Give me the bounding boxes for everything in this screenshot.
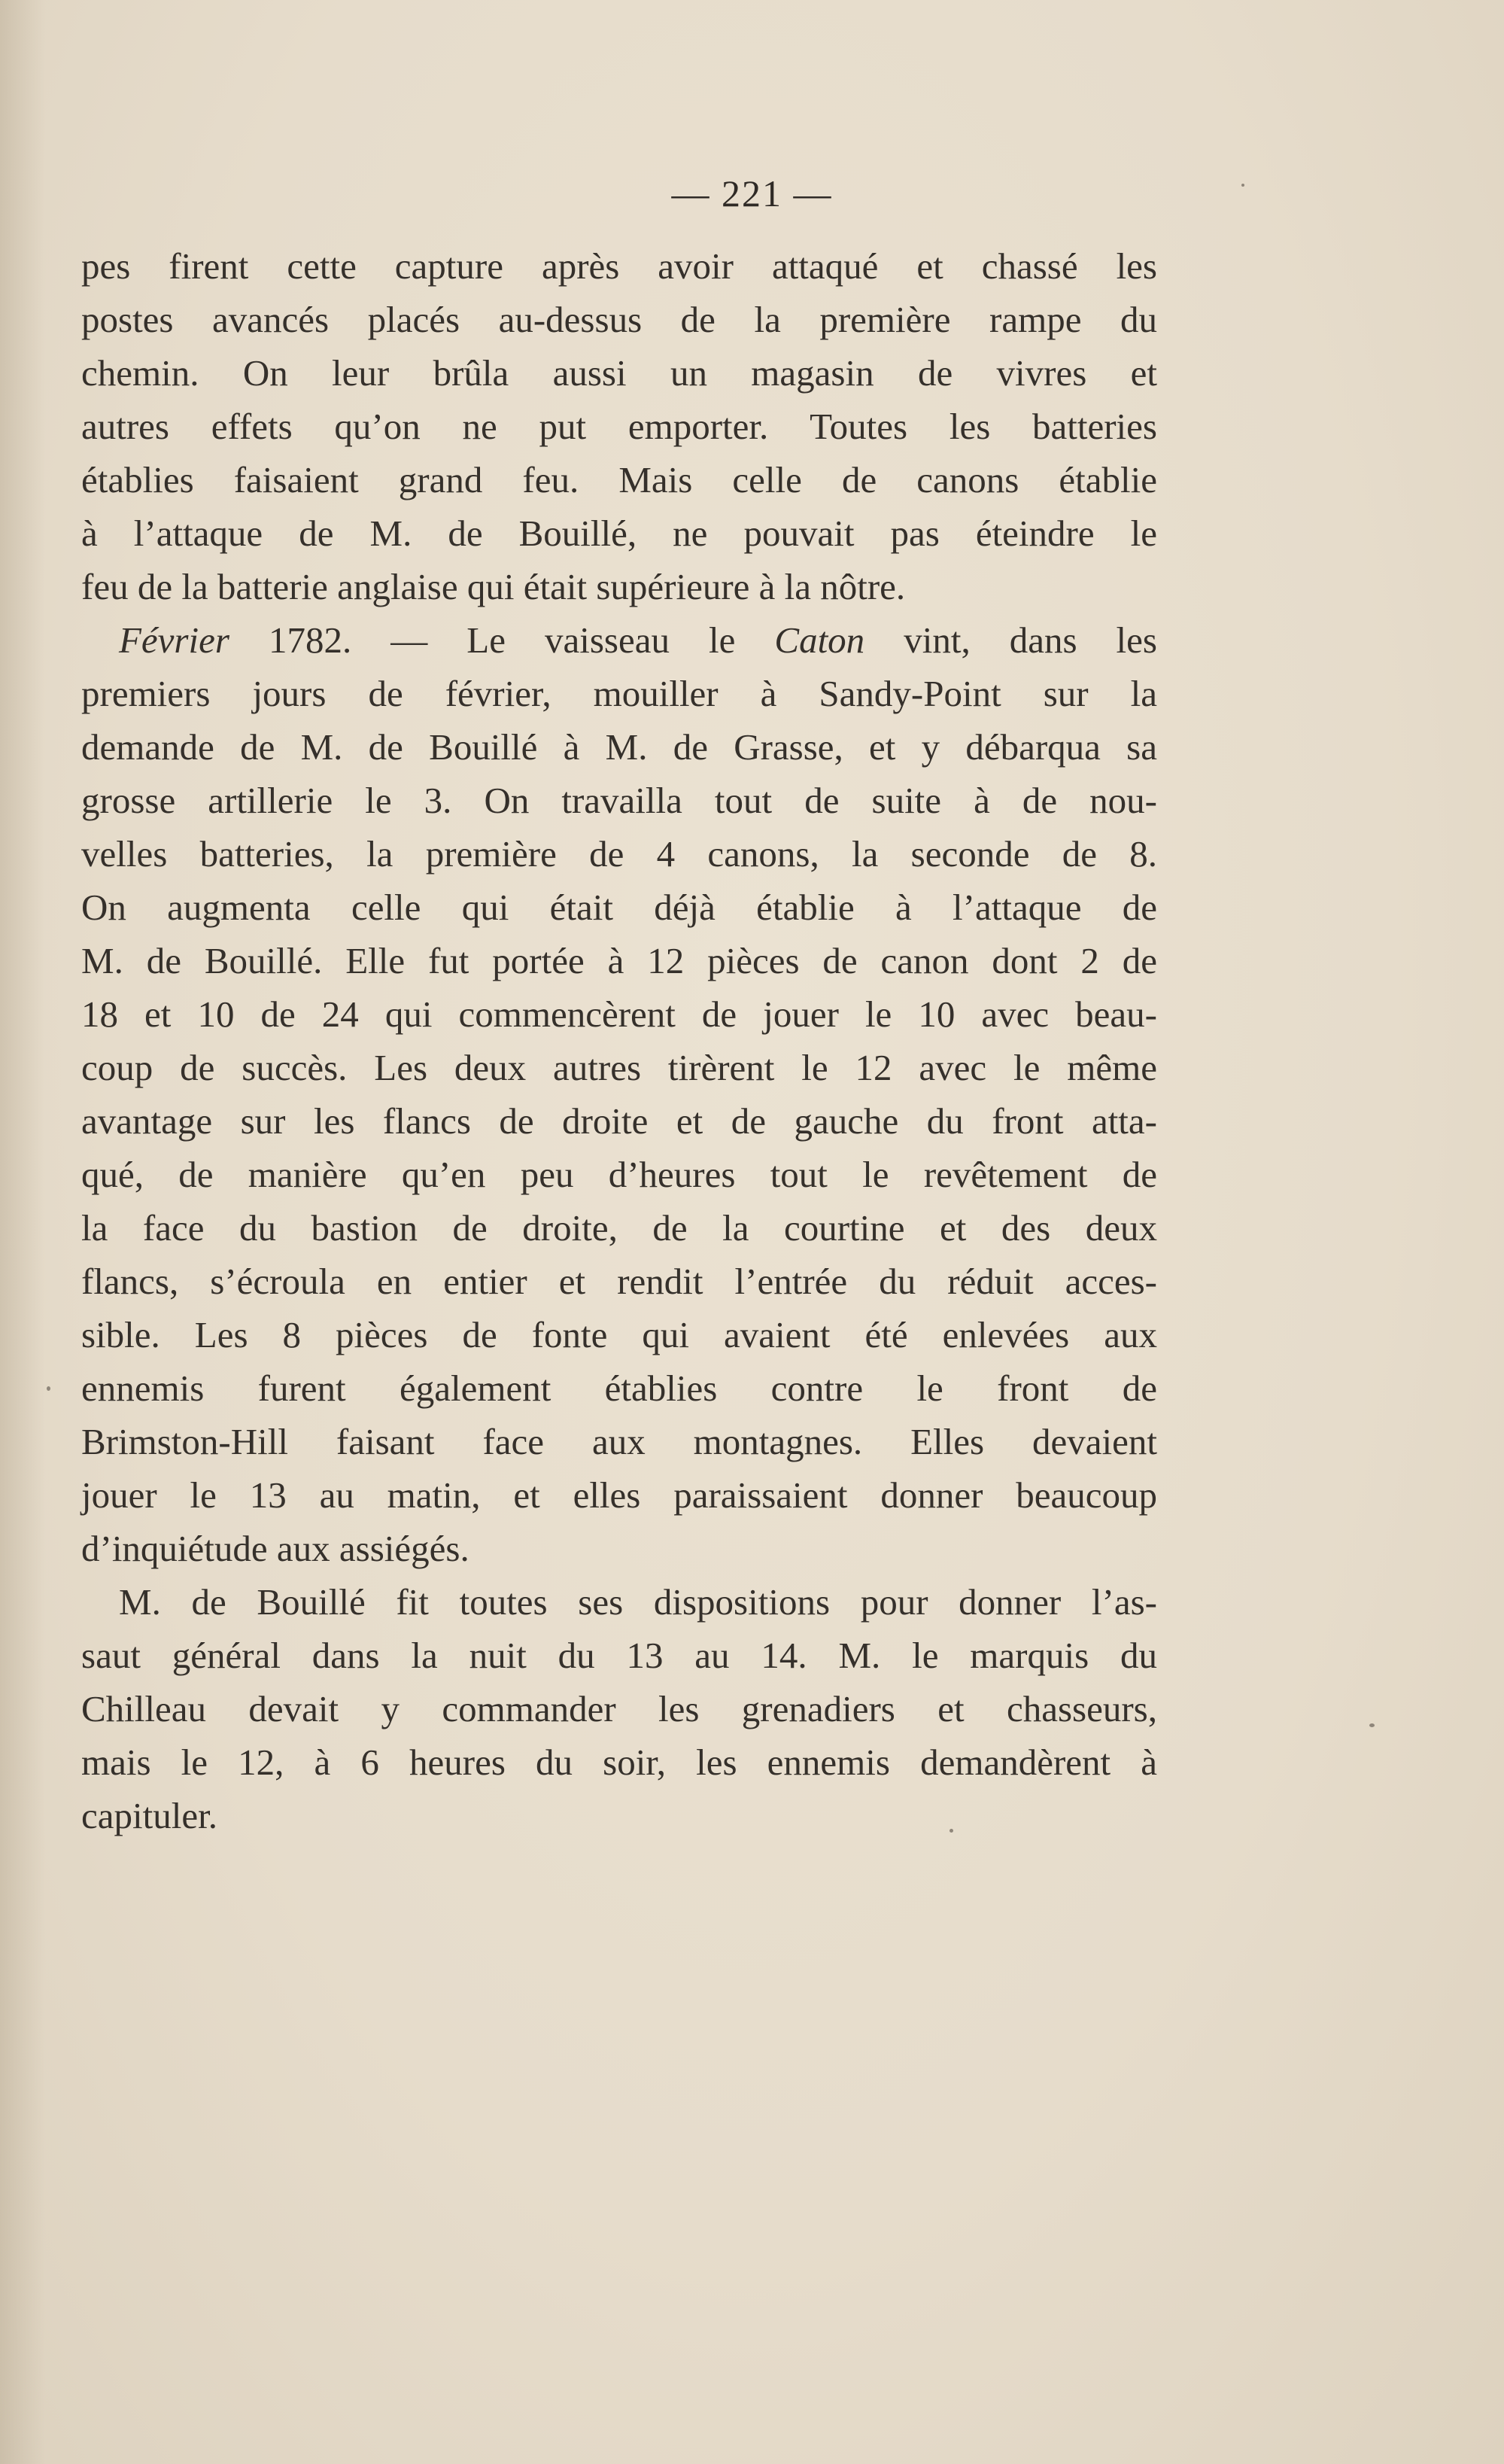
text-line: sible. Les 8 pièces de fonte qui avaient été enlevées aux <box>81 1314 1157 1355</box>
text-line: pes firent cette capture après avoir attaqué et chassé les <box>81 245 1157 287</box>
text-line: 18 et 10 de 24 qui commencèrent de jouer le 10 avec beau- <box>81 993 1157 1035</box>
text-line: avantage sur les flancs de droite et de gauche du front atta- <box>81 1100 1157 1142</box>
text-line-dated <box>81 613 1157 667</box>
text-line: premiers jours de février, mouiller à Sandy-Point sur la <box>81 673 1157 714</box>
date-month: Février <box>119 619 229 661</box>
paper-speck <box>949 1829 953 1833</box>
text-line: grosse artillerie le 3. On travailla tout de suite à de nou- <box>81 780 1157 821</box>
text-line: à l’attaque de M. de Bouillé, ne pouvait pas éteindre le <box>81 513 1157 554</box>
text-line: M. de Bouillé. Elle fut portée à 12 pièces de canon dont 2 de <box>81 940 1157 981</box>
text-line: Chilleau devait y commander les grenadiers et chasseurs, <box>81 1688 1157 1729</box>
text-line: feu de la batterie anglaise qui était supérieure à la nôtre. <box>81 566 906 607</box>
text-line: qué, de manière qu’en peu d’heures tout le revêtement de <box>81 1154 1157 1195</box>
text-fragment: 1782. — Le vaisseau le <box>229 619 775 661</box>
paper-speck <box>1369 1723 1375 1727</box>
body-text <box>81 239 1157 1842</box>
text-line: M. de Bouillé fit toutes ses dispositions pour donner l’as- <box>119 1581 1157 1623</box>
text-line: chemin. On leur brûla aussi un magasin de vivres et <box>81 352 1157 394</box>
text-line: velles batteries, la première de 4 canons, la seconde de 8. <box>81 833 1157 875</box>
text-line: saut général dans la nuit du 13 au 14. M. le marquis du <box>81 1635 1157 1676</box>
text-line: demande de M. de Bouillé à M. de Grasse, et y débarqua sa <box>81 726 1157 768</box>
text-line: flancs, s’écroula en entier et rendit l’entrée du réduit acces- <box>81 1261 1157 1302</box>
text-line: d’inquiétude aux assiégés. <box>81 1528 469 1569</box>
text-line: ennemis furent également établies contre le front de <box>81 1367 1157 1409</box>
page-gutter-shadow <box>0 0 45 2464</box>
paper-speck <box>47 1386 50 1391</box>
text-line: postes avancés placés au-dessus de la première rampe du <box>81 299 1157 340</box>
text-line: la face du bastion de droite, de la courtine et des deux <box>81 1207 1157 1249</box>
text-line: coup de succès. Les deux autres tirèrent le 12 avec le même <box>81 1047 1157 1088</box>
text-line: On augmenta celle qui était déjà établie à l’attaque de <box>81 887 1157 928</box>
text-line: mais le 12, à 6 heures du soir, les ennemis demandèrent à <box>81 1742 1157 1783</box>
paper-speck <box>1241 184 1244 187</box>
page-number: — 221 — <box>671 172 833 214</box>
text-line: établies faisaient grand feu. Mais celle de canons établie <box>81 459 1157 500</box>
text-fragment: vint, dans les <box>864 619 1157 661</box>
text-line: capituler. <box>81 1795 217 1836</box>
text-line: Brimston-Hill faisant face aux montagnes. Elles devaient <box>81 1421 1157 1462</box>
text-line: autres effets qu’on ne put emporter. Toutes les batteries <box>81 406 1157 447</box>
ship-name: Caton <box>774 619 865 661</box>
text-line: jouer le 13 au matin, et elles paraissaient donner beaucoup <box>81 1474 1157 1516</box>
